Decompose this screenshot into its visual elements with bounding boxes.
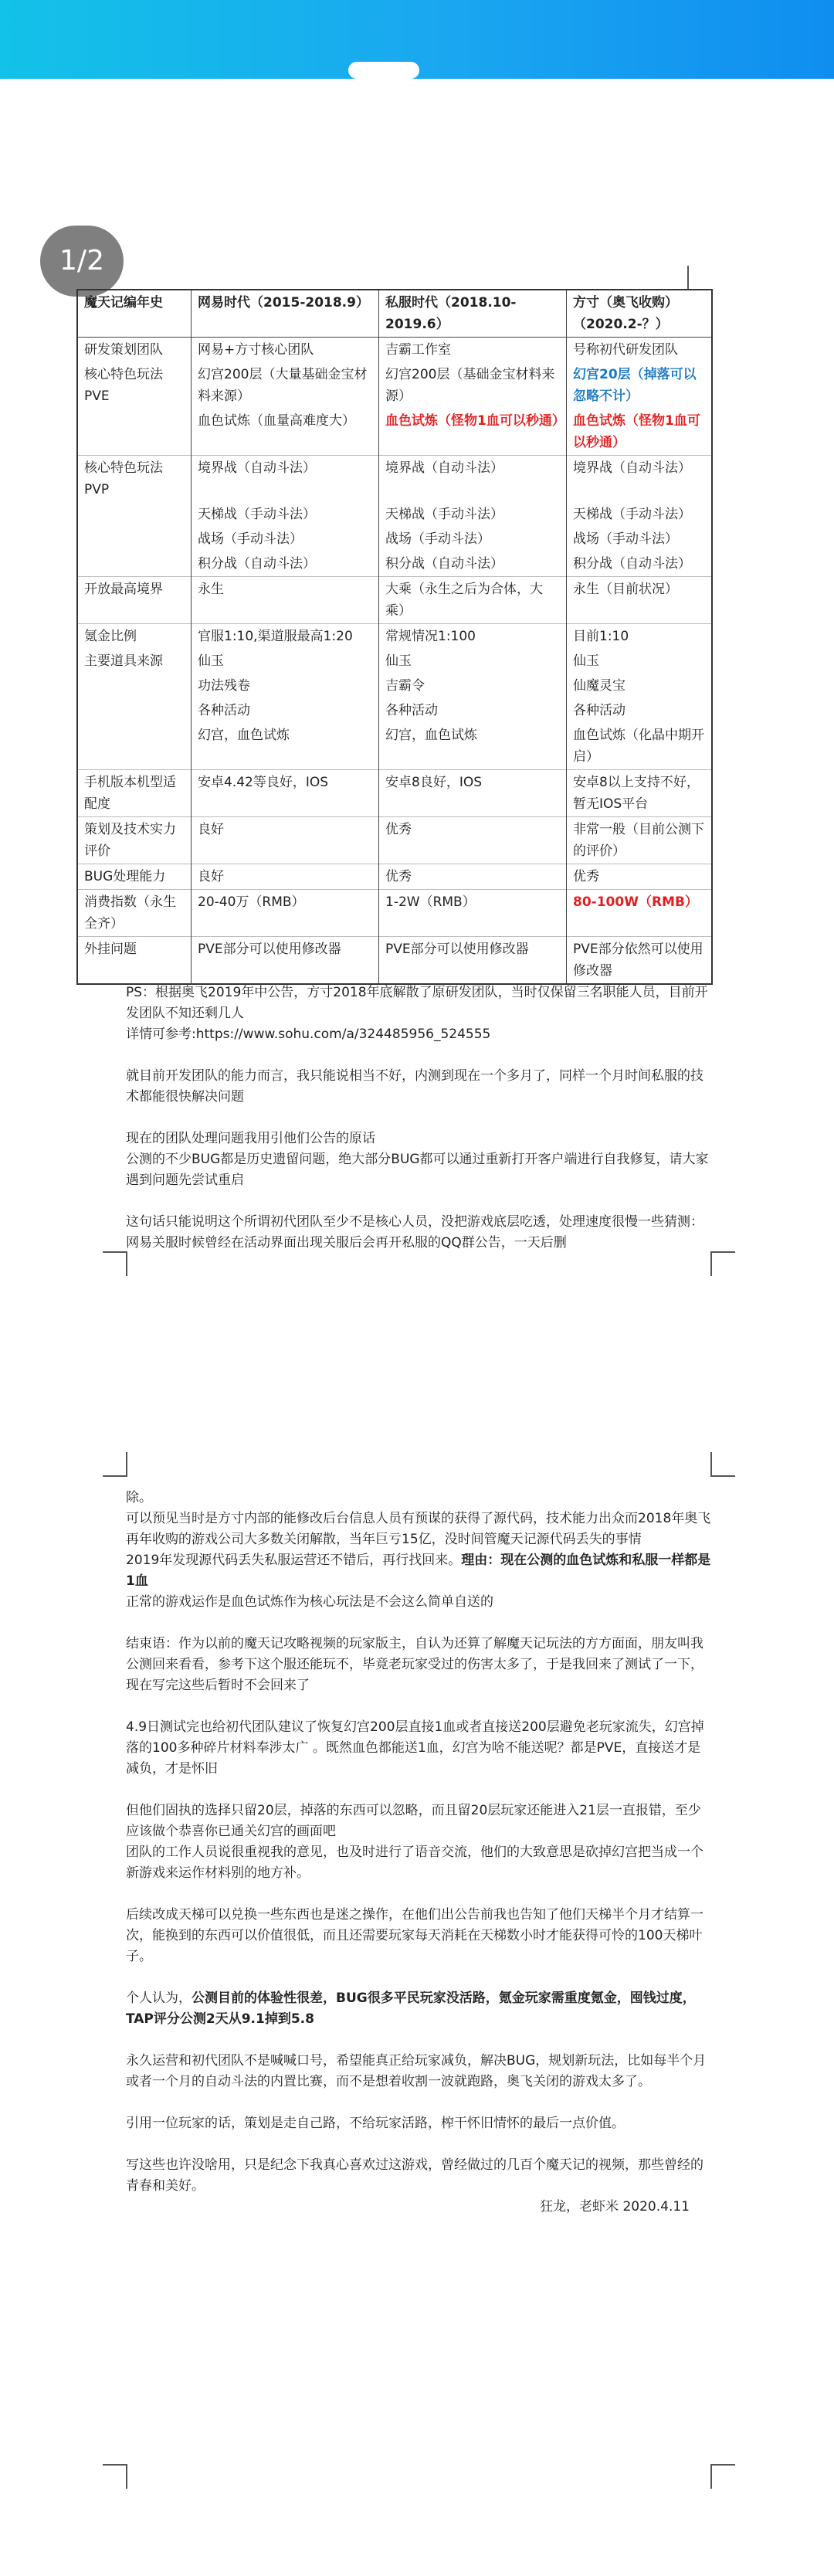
cell: 策划及技术实力评价	[77, 817, 192, 864]
drag-handle[interactable]	[348, 62, 419, 79]
cell: 血色试炼（血量高难度大）	[192, 409, 379, 456]
table-row	[77, 937, 712, 985]
cell: BUG处理能力	[77, 864, 192, 890]
cell: 网易+方寸核心团队	[192, 338, 379, 363]
table-row	[77, 723, 712, 770]
cell-highlight: 80-100W（RMB）	[567, 890, 713, 937]
cell: 天梯战（手动斗法）	[192, 502, 379, 527]
paragraph: 后续改成天梯可以兑换一些东西也是迷之操作，在他们出公告前我也告知了他们天梯半个月才结算一次，能换到的东西可以价值很低，而且还需要玩家每天消耗在天梯数小时才能获得可怜的100天梯叶子。	[126, 1907, 703, 1964]
crop-mark	[103, 1452, 127, 1477]
col-header: 魔天记编年史	[77, 290, 192, 338]
paragraph: 就目前开发团队的能力而言，我只能说相当不好，内测到现在一个多月了，同样一个月时间私服的技术都能很快解决问题	[126, 1068, 703, 1105]
cell-highlight: 血色试炼（怪物1血可以秒通）	[567, 409, 713, 456]
cell: 氪金比例	[77, 624, 192, 650]
cell: 幻宫，血色试炼	[379, 723, 567, 770]
table-row	[77, 624, 712, 650]
table-row	[77, 577, 712, 624]
cell: 仙玉	[567, 649, 713, 674]
cell: 安卓8以上支持不好，暂无IOS平台	[567, 770, 713, 817]
cell: 良好	[192, 864, 379, 890]
cell: 吉霸工作室	[379, 338, 567, 363]
crop-mark	[687, 266, 712, 289]
cell: PVE部分可以使用修改器	[379, 937, 567, 985]
paragraph: 2019年发现源代码丢失私服运营还不错后，再行找回来。	[126, 1553, 462, 1568]
table-row	[77, 770, 712, 817]
page1-text	[126, 983, 713, 1254]
table-row	[77, 674, 712, 698]
cell: 血色试炼（化晶中期开启）	[567, 723, 713, 770]
cell: 良好	[192, 817, 379, 864]
paragraph: 公测的不少BUG都是历史遗留问题，绝大部分BUG都可以通过重新打开客户端进行自我修复，请大家遇到问题先尝试重启	[126, 1152, 709, 1188]
cell: 各种活动	[567, 698, 713, 723]
cell: 目前1:10	[567, 624, 713, 650]
cell: 幻宫200层（基础金宝材料来源）	[379, 362, 567, 409]
cell: PVE部分依然可以使用修改器	[567, 937, 713, 985]
paragraph: 个人认为，	[126, 1991, 192, 2006]
paragraph: 这句话只能说明这个所谓初代团队至少不是核心人员，没把游戏底层吃透，处理速度很慢一些猜测：网易关服时候曾经在活动界面出现关服后会再开私服的QQ群公告，一天后删	[126, 1214, 703, 1251]
cell: 常规情况1:100	[379, 624, 567, 650]
cell: 仙玉	[192, 649, 379, 674]
cell: 仙玉	[379, 649, 567, 674]
paragraph: 但他们固执的选择只留20层，掉落的东西可以忽略，而且留20层玩家还能进入21层一直报错，至少应该做个恭喜你已通关幻宫的画面吧	[126, 1803, 701, 1839]
cell: 安卓4.42等良好，IOS	[192, 770, 379, 817]
page-indicator: 1/2	[40, 226, 124, 297]
cell: 手机版本机型适配度	[77, 770, 192, 817]
cell: 功法残卷	[192, 674, 379, 698]
crop-mark	[710, 1251, 735, 1276]
cell: 战场（手动斗法）	[567, 527, 713, 552]
cell-highlight: 血色试炼（怪物1血可以秒通）	[379, 409, 567, 456]
cell	[77, 723, 192, 770]
paragraph: 可以预见当时是方寸内部的能修改后台信息人员有预谋的获得了源代码，技术能力出众而2018年奥飞再年收购的游戏公司大多数关闭解散，当年巨亏15亿，没时间管魔天记源代码丢失的事情	[126, 1511, 711, 1547]
cell: 吉霸令	[379, 674, 567, 698]
table-row	[77, 890, 712, 937]
paragraph: 引用一位玩家的话，策划是走自己路，不给玩家活路，榨干怀旧情怀的最后一点价值。	[126, 2116, 625, 2131]
cell	[77, 409, 192, 456]
col-header: 网易时代（2015-2018.9）	[192, 290, 379, 338]
cell: PVE部分可以使用修改器	[192, 937, 379, 985]
cell: 优秀	[567, 864, 713, 890]
cell: 永生	[192, 577, 379, 624]
cell: 幻宫200层（大量基础金宝材料来源）	[192, 362, 379, 409]
cell: 优秀	[379, 817, 567, 864]
cell	[77, 552, 192, 577]
cell: 消费指数（永生全齐）	[77, 890, 192, 937]
history-table	[76, 289, 713, 985]
cell	[77, 698, 192, 723]
cell: 境界战（自动斗法）	[567, 456, 713, 503]
cell: 境界战（自动斗法）	[379, 456, 567, 503]
cell: 核心特色玩法PVP	[77, 456, 192, 503]
crop-mark	[710, 2464, 735, 2489]
table-row	[77, 456, 712, 503]
table-row	[77, 502, 712, 527]
paragraph: 永久运营和初代团队不是喊喊口号，希望能真正给玩家减负，解决BUG，规划新玩法，比如每半个月或者一个月的自动斗法的内置比赛，而不是想着收割一波就跑路，奥飞关闭的游戏太多了。	[126, 2053, 707, 2089]
paragraph: 正常的游戏运作是血色试炼作为核心玩法是不会这么简单自送的	[126, 1594, 493, 1610]
cell: 核心特色玩法PVE	[77, 362, 192, 409]
cell: 优秀	[379, 864, 567, 890]
paragraph: PS：根据奥飞2019年中公告，方寸2018年底解散了原研发团队，当时仅保留三名职能人员，目前开发团队不知还剩几人	[126, 985, 708, 1021]
paragraph: 4.9日测试完也给初代团队建议了恢复幻宫200层直接1血或者直接送200层避免老玩家流失，幻宫掉落的100多种碎片材料奉涉太广 。既然血色都能送1血，幻宫为啥不能送呢？都是PVE，直接送才是减负，才是怀旧	[126, 1719, 704, 1777]
cell: 境界战（自动斗法）	[192, 456, 379, 503]
paragraph: 除。	[126, 1490, 152, 1505]
cell: 天梯战（手动斗法）	[379, 502, 567, 527]
paragraph-bold: 理由：现在公测的血色试炼和私服一样都是1血	[126, 1553, 711, 1589]
table-row	[77, 338, 712, 363]
cell	[77, 527, 192, 552]
cell: 安卓8良好，IOS	[379, 770, 567, 817]
paragraph: 现在的团队处理问题我用引他们公告的原话	[126, 1131, 375, 1146]
cell: 大乘（永生之后为合体，大乘）	[379, 577, 567, 624]
cell: 开放最高境界	[77, 577, 192, 624]
cell	[77, 502, 192, 527]
cell: 积分战（自动斗法）	[379, 552, 567, 577]
cell	[77, 674, 192, 698]
crop-mark	[103, 2464, 127, 2489]
col-header: 私服时代（2018.10-2019.6）	[379, 290, 567, 338]
paragraph-bold: 公测目前的体验性很差，BUG很多平民玩家没活路，氪金玩家需重度氪金，囤钱过度，TAP评分公测2天从9.1掉到5.8	[126, 1991, 696, 2027]
cell-highlight: 幻宫20层（掉落可以忽略不计）	[567, 362, 713, 409]
table-row	[77, 698, 712, 723]
cell: 外挂问题	[77, 937, 192, 985]
cell: 战场（手动斗法）	[192, 527, 379, 552]
cell: 战场（手动斗法）	[379, 527, 567, 552]
cell: 积分战（自动斗法）	[567, 552, 713, 577]
signature: 狂龙，老虾米 2020.4.11	[540, 2199, 690, 2215]
table-row	[77, 552, 712, 577]
cell: 仙魔灵宝	[567, 674, 713, 698]
col-header: 方寸（奥飞收购）（2020.2-？）	[567, 290, 713, 338]
table-row	[77, 864, 712, 890]
cell: 研发策划团队	[77, 338, 192, 363]
cell: 主要道具来源	[77, 649, 192, 674]
table-row	[77, 362, 712, 409]
paragraph: 详情可参考:https://www.sohu.com/a/324485956_524555	[126, 1027, 491, 1042]
table-row	[77, 409, 712, 456]
cell: 20-40万（RMB）	[192, 890, 379, 937]
table-header-row	[77, 290, 712, 338]
cell: 积分战（自动斗法）	[192, 552, 379, 577]
paragraph: 结束语：作为以前的魔天记攻略视频的玩家版主，自认为还算了解魔天记玩法的方方面面，朋友叫我公测回来看看，参考下这个服还能玩不，毕竟老玩家受过的伤害太多了，于是我回来了测试了一下，现在写完这些后暂时不会回来了	[126, 1636, 703, 1693]
table-row	[77, 649, 712, 674]
cell: 非常一般（目前公测下的评价）	[567, 817, 713, 864]
page2-text	[126, 1488, 713, 2218]
cell: 永生（目前状况）	[567, 577, 713, 624]
table-row	[77, 527, 712, 552]
cell: 官服1:10,渠道服最高1:20	[192, 624, 379, 650]
crop-mark	[710, 1452, 735, 1477]
cell: 幻宫，血色试炼	[192, 723, 379, 770]
paragraph: 团队的工作人员说很重视我的意见，也及时进行了语音交流，他们的大致意思是砍掉幻宫把当成一个新游戏来运作材料别的地方补。	[126, 1845, 703, 1881]
cell: 各种活动	[192, 698, 379, 723]
cell: 天梯战（手动斗法）	[567, 502, 713, 527]
cell: 1-2W（RMB）	[379, 890, 567, 937]
table-row	[77, 817, 712, 864]
cell: 号称初代研发团队	[567, 338, 713, 363]
paragraph: 写这些也许没啥用，只是纪念下我真心喜欢过这游戏，曾经做过的几百个魔天记的视频，那些曾经的青春和美好。	[126, 2157, 703, 2194]
crop-mark	[103, 1251, 127, 1276]
cell: 各种活动	[379, 698, 567, 723]
